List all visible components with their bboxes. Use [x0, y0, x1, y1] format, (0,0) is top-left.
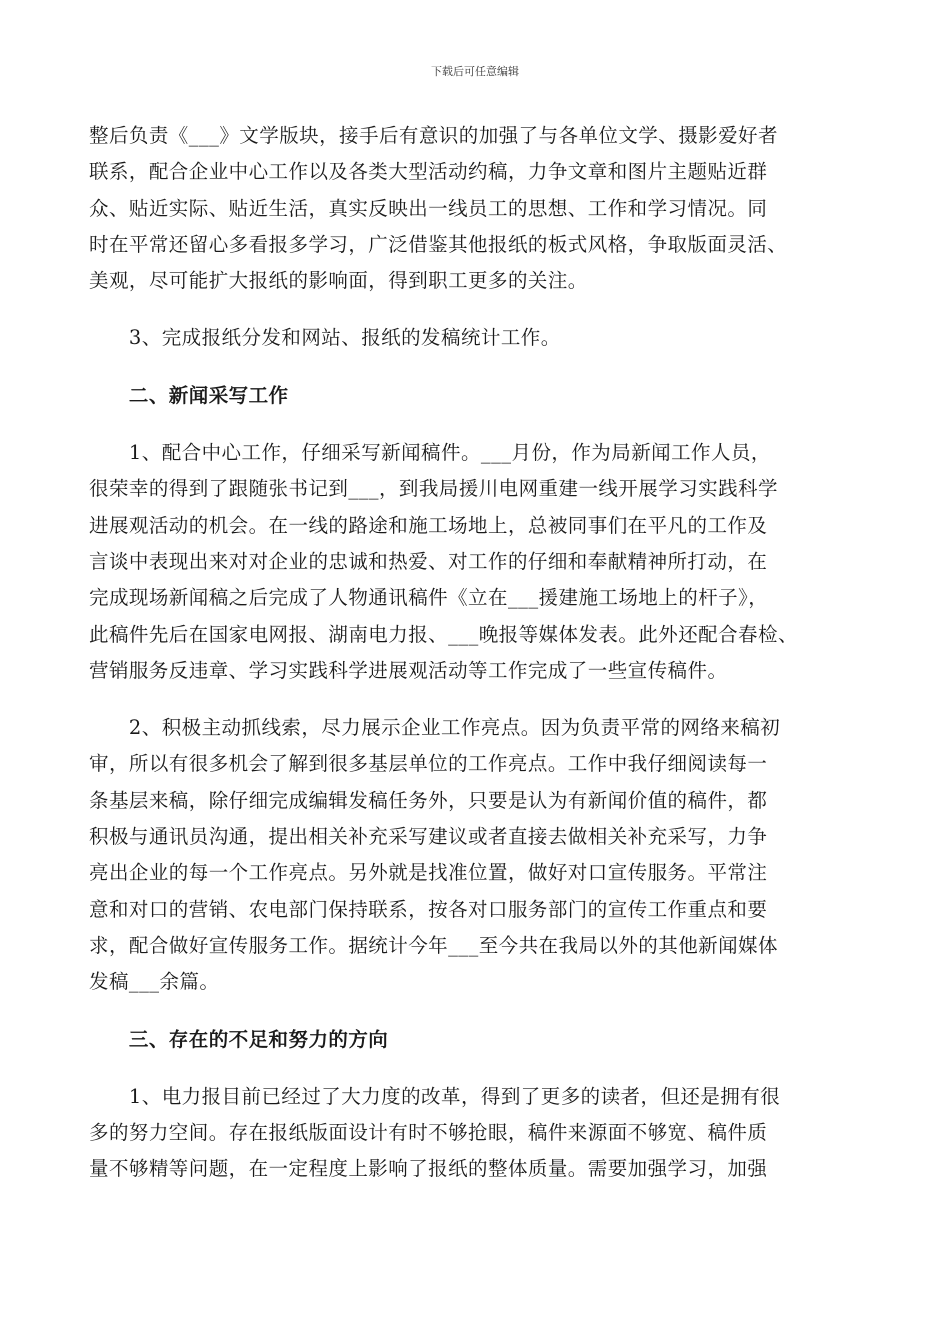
text-line: 联系，配合企业中心工作以及各类大型活动约稿，力争文章和图片主题贴近群	[89, 160, 768, 184]
section-heading	[89, 378, 869, 414]
text-line: 意和对口的营销、农电部门保持联系，按各对口服务部门的宣传工作重点和要	[89, 897, 768, 921]
text-line: 整后负责《___》文学版块，接手后有意识的加强了与各单位文学、摄影爱好者	[89, 124, 778, 147]
paragraph	[89, 320, 869, 356]
paragraph-gap	[89, 414, 869, 435]
text-line: 二、新闻采写工作	[89, 383, 289, 407]
text-line: 积极与通讯员沟通，提出相关补充采写建议或者直接去做相关补充采写，力争	[89, 825, 768, 849]
paragraph	[89, 710, 869, 1000]
paragraph	[89, 1079, 869, 1188]
text-line: 求，配合做好宣传服务工作。据统计今年___至今共在我局以外的其他新闻媒体	[89, 933, 778, 957]
text-line: 审，所以有很多机会了解到很多基层单位的工作亮点。工作中我仔细阅读每一	[89, 752, 768, 776]
text-line: 多的努力空间。存在报纸版面设计有时不够抢眼，稿件来源面不够宽、稿件质	[89, 1121, 768, 1145]
text-line: 发稿___余篇。	[89, 970, 220, 994]
text-line: 量不够精等问题，在一定程度上影响了报纸的整体质量。需要加强学习，加强	[89, 1157, 768, 1181]
text-line: 言谈中表现出来对对企业的忠诚和热爱、对工作的仔细和奉献精神所打动，在	[89, 549, 768, 573]
text-line: 营销服务反违章、学习实践科学进展观活动等工作完成了一些宣传稿件。	[89, 658, 728, 682]
page-header: 下载后可任意编辑	[431, 65, 519, 78]
paragraph-gap	[89, 299, 869, 320]
text-line: 2、积极主动抓线索，尽力展示企业工作亮点。因为负责平常的网络来稿初	[89, 716, 781, 740]
text-line: 3、完成报纸分发和网站、报纸的发稿统计工作。	[89, 326, 561, 350]
document-body	[89, 118, 869, 1188]
paragraph-gap	[89, 1001, 869, 1022]
paragraph-gap	[89, 1058, 869, 1079]
text-line: 众、贴近实际、贴近生活，真实反映出一线员工的思想、工作和学习情况。同	[89, 196, 768, 220]
text-line: 此稿件先后在国家电网报、湖南电力报、___晚报等媒体发表。此外还配合春检、	[89, 622, 798, 646]
text-line: 完成现场新闻稿之后完成了人物通讯稿件《立在___援建施工场地上的杆子》，	[89, 586, 769, 610]
text-line: 三、存在的不足和努力的方向	[89, 1027, 389, 1051]
section-heading	[89, 1022, 869, 1058]
text-line: 1、配合中心工作，仔细采写新闻稿件。___月份，作为局新闻工作人员，	[89, 441, 771, 465]
text-line: 1、电力报目前已经过了大力度的改革，得到了更多的读者，但还是拥有很	[89, 1084, 781, 1108]
text-line: 很荣幸的得到了跟随张书记到___，到我局援川电网重建一线开展学习实践科学	[89, 477, 778, 501]
text-line: 时在平常还留心多看报多学习，广泛借鉴其他报纸的板式风格，争取版面灵活、	[89, 232, 788, 256]
paragraph-gap	[89, 357, 869, 378]
text-line: 亮出企业的每一个工作亮点。另外就是找准位置，做好对口宣传服务。平常注	[89, 861, 768, 885]
paragraph-gap	[89, 689, 869, 710]
text-line: 条基层来稿，除仔细完成编辑发稿任务外，只要是认为有新闻价值的稿件，都	[89, 788, 768, 812]
paragraph	[89, 435, 869, 689]
paragraph	[89, 118, 869, 299]
text-line: 美观，尽可能扩大报纸的影响面，得到职工更多的关注。	[89, 269, 588, 293]
text-line: 进展观活动的机会。在一线的路途和施工场地上，总被同事们在平凡的工作及	[89, 513, 768, 537]
